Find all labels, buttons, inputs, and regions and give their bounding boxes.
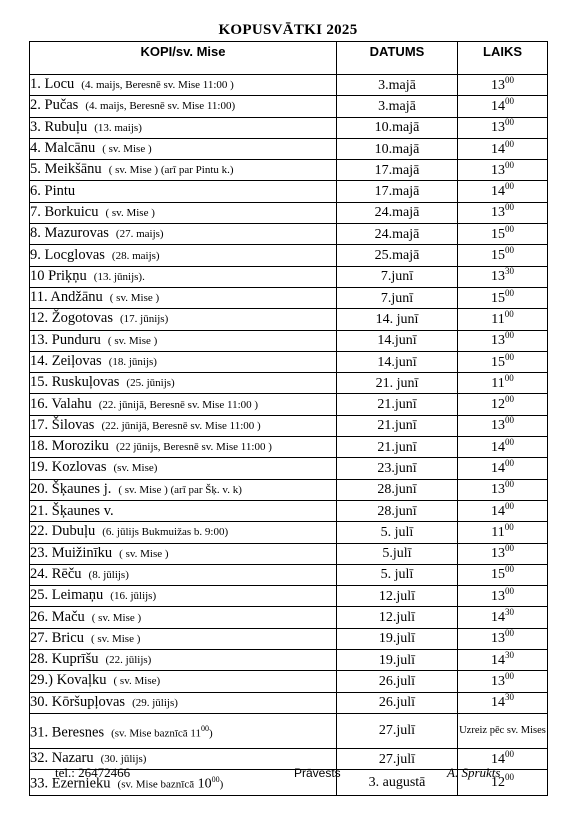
cemetery-note: (25. jūnijs) [126, 377, 175, 390]
time-minutes: 00 [505, 670, 514, 681]
date-cell: 21.junī [337, 437, 458, 458]
cemetery-cell [30, 543, 337, 564]
table-row [30, 607, 548, 628]
time-hour: 14 [491, 98, 505, 114]
cemetery-name: 30. Kōršupļovas [30, 693, 126, 710]
cemetery-cell [30, 351, 337, 372]
footer-phone: tel.: 26472466 [55, 765, 131, 780]
cemetery-name: 7. Borkuicu [30, 203, 99, 220]
time-hour: 14 [491, 751, 505, 767]
date-cell: 10.majā [337, 138, 458, 159]
cemetery-cell [30, 500, 337, 521]
table-row [30, 415, 548, 436]
time-hour: 13 [491, 162, 505, 178]
time-cell [458, 607, 548, 628]
time-cell [458, 96, 548, 117]
cemetery-name: 16. Valahu [30, 395, 92, 412]
cemetery-cell [30, 564, 337, 585]
cemetery-cell [30, 650, 337, 671]
schedule-table [29, 41, 548, 796]
cemetery-note: ( sv. Mise ) (arī par Šķ. v. k) [118, 483, 242, 496]
cemetery-name: 9. Locglovas [30, 246, 105, 263]
date-cell: 21.junī [337, 394, 458, 415]
cemetery-cell [30, 373, 337, 394]
date-cell: 7.junī [337, 287, 458, 308]
table-row [30, 75, 548, 96]
time-hour: 13 [491, 120, 505, 136]
cemetery-note: (18. jūnijs) [108, 356, 157, 368]
time-hour: 13 [491, 77, 505, 93]
date-cell: 21.junī [337, 415, 458, 436]
footer-role: Prāvests [294, 766, 341, 780]
date-cell: 24.majā [337, 224, 458, 245]
time-cell [458, 500, 548, 521]
time-minutes: 00 [505, 564, 514, 575]
table-row [30, 117, 548, 138]
cemetery-note: (29. jūlijs) [132, 696, 178, 709]
time-minutes: 00 [505, 394, 514, 405]
time-minutes: 30 [505, 266, 514, 277]
cemetery-cell [30, 522, 337, 543]
date-cell: 26.julī [337, 671, 458, 692]
cemetery-note: ( sv. Mise ) [102, 143, 152, 156]
date-cell: 3. augustā [337, 770, 458, 796]
cemetery-name: 27. Bricu [30, 629, 84, 646]
cemetery-cell [30, 458, 337, 479]
cemetery-note: ( sv. Mise ) [107, 334, 158, 347]
time-cell [458, 564, 548, 585]
time-minutes: 00 [505, 457, 514, 468]
time-minutes: 30 [505, 649, 514, 660]
time-cell [458, 224, 548, 245]
table-row [30, 500, 548, 521]
cemetery-name: 17. Šilovas [30, 416, 95, 433]
cemetery-note: (30. jūlijs) [100, 753, 147, 766]
cemetery-note: (22. jūnijā, Beresnē sv. Mise 11:00 ) [101, 419, 261, 432]
time-minutes: 00 [505, 95, 514, 106]
note-minutes: 00 [211, 775, 220, 785]
cemetery-name: 18. Moroziku [30, 438, 109, 455]
time-hour: 14 [491, 503, 505, 519]
cemetery-cell [30, 245, 337, 266]
footer-signature: A. Sprukts [447, 765, 501, 780]
time-cell [458, 202, 548, 223]
cemetery-cell [30, 586, 337, 607]
date-cell: 14. junī [337, 309, 458, 330]
cemetery-cell [30, 692, 337, 713]
date-cell: 5. julī [337, 522, 458, 543]
table-row [30, 224, 548, 245]
table-row [30, 543, 548, 564]
table-row [30, 628, 548, 649]
cemetery-note: ( sv. Mise ) [119, 547, 169, 560]
cemetery-name: 2. Pučas [30, 97, 79, 114]
time-minutes: 00 [505, 585, 514, 596]
date-cell: 7.junī [337, 266, 458, 287]
time-minutes: 00 [505, 202, 514, 213]
column-header-time: LAIKS [458, 42, 548, 75]
cemetery-cell [30, 117, 337, 138]
time-cell [458, 160, 548, 181]
cemetery-note: (6. jūlijs Bukmuižas b. 9:00) [102, 526, 229, 539]
date-cell: 5.julī [337, 543, 458, 564]
time-hour: 15 [491, 567, 505, 583]
table-row [30, 458, 548, 479]
cemetery-note: (13. maijs) [94, 121, 142, 134]
table-row [30, 650, 548, 671]
date-cell: 21. junī [337, 373, 458, 394]
cemetery-cell [30, 394, 337, 415]
cemetery-cell [30, 415, 337, 436]
cemetery-name: 21. Šķaunes v. [30, 502, 114, 519]
date-cell: 19.julī [337, 628, 458, 649]
time-minutes: 00 [505, 287, 514, 298]
cemetery-name: 32. Nazaru [30, 750, 94, 767]
time-hour: 12 [491, 397, 505, 413]
cemetery-note: (17. jūnijs) [119, 313, 169, 326]
cemetery-note: (sv. Mise baznīcā [117, 778, 195, 791]
cemetery-cell [30, 181, 337, 202]
time-cell [458, 245, 548, 266]
date-cell: 12.julī [337, 586, 458, 607]
table-header-row [30, 42, 548, 75]
cemetery-note: (27. maijs) [115, 228, 164, 241]
cemetery-cell [30, 330, 337, 351]
time-cell [458, 181, 548, 202]
table-row [30, 351, 548, 372]
cemetery-note: (4. maijs, Beresnē sv. Mise 11:00) [85, 100, 236, 113]
cemetery-note: (28. maijs) [111, 249, 160, 262]
date-cell: 28.junī [337, 479, 458, 500]
page-title: KOPUSVĀTKI 2025 [218, 22, 358, 38]
time-minutes: 00 [505, 330, 514, 341]
table-row [30, 160, 548, 181]
time-hour: 13 [491, 418, 505, 434]
time-cell [458, 373, 548, 394]
table-row [30, 181, 548, 202]
time-minutes: 00 [505, 181, 514, 192]
cemetery-name: 12. Žogotovas [30, 310, 113, 327]
table-row [30, 713, 548, 748]
cemetery-note: (16. jūlijs) [110, 590, 157, 603]
cemetery-cell [30, 202, 337, 223]
cemetery-name: 4. Malcānu [30, 140, 96, 157]
time-hour: 15 [491, 354, 505, 370]
time-cell [458, 543, 548, 564]
cemetery-note: ( sv. Mise ) [105, 206, 155, 219]
time-minutes: 00 [504, 308, 514, 319]
time-cell [458, 309, 548, 330]
table-row [30, 479, 548, 500]
cemetery-name: 14. Zeiļovas [30, 353, 102, 369]
time-cell [458, 586, 548, 607]
note-end: ) [209, 727, 213, 740]
date-cell: 27.julī [337, 748, 458, 769]
time-hour: 13 [491, 631, 505, 647]
date-cell: 23.junī [337, 458, 458, 479]
time-minutes: 00 [505, 159, 514, 170]
cemetery-cell [30, 224, 337, 245]
time-cell [458, 437, 548, 458]
table-row [30, 692, 548, 713]
time-hour: 13 [491, 588, 505, 604]
cemetery-note: (sv. Mise baznīcā 11 [111, 727, 202, 740]
time-hour: 13 [491, 333, 505, 349]
table-row [30, 138, 548, 159]
cemetery-note: ( sv. Mise ) [90, 632, 141, 645]
cemetery-cell [30, 75, 337, 96]
time-hour: 14 [491, 141, 505, 157]
time-minutes: 30 [505, 607, 514, 618]
cemetery-name: 22. Dubuļu [30, 523, 96, 540]
time-cell [458, 117, 548, 138]
table-row [30, 330, 548, 351]
cemetery-name: 8. Mazurovas [30, 225, 109, 242]
time-minutes: 00 [505, 245, 514, 256]
time-cell [458, 458, 548, 479]
cemetery-name: 1. Locu [30, 76, 75, 93]
cemetery-cell [30, 607, 337, 628]
table-row [30, 287, 548, 308]
cemetery-name: 25. Leimaņu [30, 587, 104, 604]
cemetery-cell [30, 160, 337, 181]
table-row [30, 564, 548, 585]
cemetery-name: 19. Kozlovas [30, 459, 107, 476]
table-row [30, 202, 548, 223]
table-row [30, 586, 548, 607]
time-cell [458, 692, 548, 713]
time-cell [458, 415, 548, 436]
cemetery-cell [30, 479, 337, 500]
time-cell [458, 75, 548, 96]
time-minutes: 00 [505, 500, 514, 511]
table-row [30, 437, 548, 458]
time-hour: 12 [491, 775, 505, 791]
note-hour: 10 [197, 776, 212, 792]
cemetery-name: 26. Maču [30, 608, 85, 625]
date-cell: 14.junī [337, 330, 458, 351]
time-hour: 14 [491, 439, 505, 455]
time-minutes: 00 [505, 117, 514, 128]
cemetery-name: 24. Rēču [30, 565, 82, 582]
cemetery-name: 29.) Kovaļku [30, 672, 107, 689]
time-minutes: 00 [505, 748, 514, 759]
date-cell: 26.julī [337, 692, 458, 713]
time-text: Uzreiz pēc sv. Mises [459, 724, 546, 736]
time-hour: 13 [491, 269, 505, 285]
column-header-date: DATUMS [337, 42, 458, 75]
cemetery-name: 6. Pintu [30, 183, 76, 200]
cemetery-note: ( sv. Mise) [113, 675, 161, 688]
schedule-rows [30, 75, 548, 796]
time-cell [458, 330, 548, 351]
time-cell [458, 713, 548, 748]
cemetery-cell [30, 138, 337, 159]
time-hour: 14 [491, 460, 505, 476]
note-end: ) [219, 778, 224, 791]
time-minutes: 00 [505, 543, 514, 554]
column-header-name: KOPI/sv. Mise [30, 42, 337, 75]
time-minutes: 00 [505, 772, 514, 783]
cemetery-cell [30, 437, 337, 458]
time-hour: 14 [491, 695, 505, 711]
cemetery-name: 5. Meikšānu [30, 161, 102, 178]
date-cell: 17.majā [337, 181, 458, 202]
time-hour: 13 [491, 205, 505, 221]
time-minutes: 00 [504, 372, 514, 383]
time-cell [458, 671, 548, 692]
table-row [30, 309, 548, 330]
time-cell [458, 628, 548, 649]
time-hour: 13 [491, 673, 505, 689]
cemetery-note: ( sv. Mise ) [109, 292, 160, 305]
table-row [30, 266, 548, 287]
table-row [30, 373, 548, 394]
date-cell: 14.junī [337, 351, 458, 372]
cemetery-name: 15. Ruskuļovas [30, 374, 120, 391]
time-minutes: 00 [504, 521, 514, 532]
time-cell [458, 650, 548, 671]
table-row [30, 394, 548, 415]
cemetery-name: 20. Šķaunes j. [30, 480, 112, 497]
cemetery-name: 31. Beresnes [30, 724, 105, 741]
cemetery-note: (8. jūlijs) [88, 568, 129, 581]
time-cell [458, 287, 548, 308]
time-minutes: 00 [505, 74, 514, 85]
cemetery-name: 13. Punduru [30, 331, 101, 348]
time-minutes: 00 [505, 436, 514, 447]
time-minutes: 30 [505, 692, 514, 703]
cemetery-name: 3. Rubuļu [30, 118, 88, 135]
cemetery-cell [30, 671, 337, 692]
note-minutes: 00 [201, 723, 210, 733]
time-hour: 13 [491, 546, 505, 562]
date-cell: 5. julī [337, 564, 458, 585]
time-cell [458, 479, 548, 500]
cemetery-cell [30, 96, 337, 117]
cemetery-cell [30, 287, 337, 308]
cemetery-name: 23. Muižinīku [30, 544, 113, 561]
cemetery-name: 33. Ezernieku [30, 775, 111, 792]
date-cell: 12.julī [337, 607, 458, 628]
time-cell [458, 522, 548, 543]
cemetery-name: 28. Kuprīšu [30, 651, 99, 668]
date-cell: 19.julī [337, 650, 458, 671]
date-cell: 3.majā [337, 96, 458, 117]
date-cell: 17.majā [337, 160, 458, 181]
cemetery-note: (22. jūlijs) [105, 654, 152, 667]
time-hour: 15 [491, 248, 505, 264]
date-cell: 3.majā [337, 75, 458, 96]
time-hour: 14 [491, 610, 505, 626]
time-cell [458, 351, 548, 372]
time-minutes: 00 [505, 628, 514, 639]
date-cell: 27.julī [337, 713, 458, 748]
time-hour: 14 [491, 652, 505, 668]
cemetery-note: (13. jūnijs). [93, 270, 145, 283]
time-hour: 11 [491, 375, 505, 391]
cemetery-note: (22. jūnijā, Beresnē sv. Mise 11:00 ) [98, 398, 259, 411]
cemetery-cell [30, 309, 337, 330]
time-cell [458, 394, 548, 415]
time-hour: 15 [491, 290, 505, 306]
cemetery-cell [30, 628, 337, 649]
time-cell [458, 266, 548, 287]
cemetery-note: ( sv. Mise ) (arī par Pintu k.) [108, 164, 234, 177]
date-cell: 10.majā [337, 117, 458, 138]
cemetery-cell [30, 713, 337, 748]
cemetery-name: 11. Andžānu [30, 289, 103, 306]
cemetery-note: ( sv. Mise ) [91, 611, 142, 624]
time-hour: 11 [491, 311, 505, 327]
cemetery-name: 10 Priķņu [30, 267, 87, 284]
date-cell: 28.junī [337, 500, 458, 521]
table-row [30, 245, 548, 266]
cemetery-note: (sv. Mise) [113, 462, 158, 475]
table-row [30, 522, 548, 543]
date-cell: 24.majā [337, 202, 458, 223]
date-cell: 25.majā [337, 245, 458, 266]
time-minutes: 00 [505, 223, 514, 234]
time-cell [458, 138, 548, 159]
table-row [30, 96, 548, 117]
time-hour: 14 [491, 184, 505, 200]
time-minutes: 00 [505, 351, 514, 362]
time-hour: 13 [491, 482, 505, 498]
time-minutes: 00 [505, 479, 514, 490]
cemetery-note: (22 jūnijs, Beresnē sv. Mise 11:00 ) [115, 441, 272, 454]
time-minutes: 00 [505, 138, 514, 149]
time-hour: 11 [491, 524, 505, 540]
time-hour: 15 [491, 226, 505, 242]
cemetery-cell [30, 266, 337, 287]
time-minutes: 00 [505, 415, 514, 426]
cemetery-note: (4. maijs, Beresnē sv. Mise 11:00 ) [81, 79, 234, 92]
table-row [30, 671, 548, 692]
